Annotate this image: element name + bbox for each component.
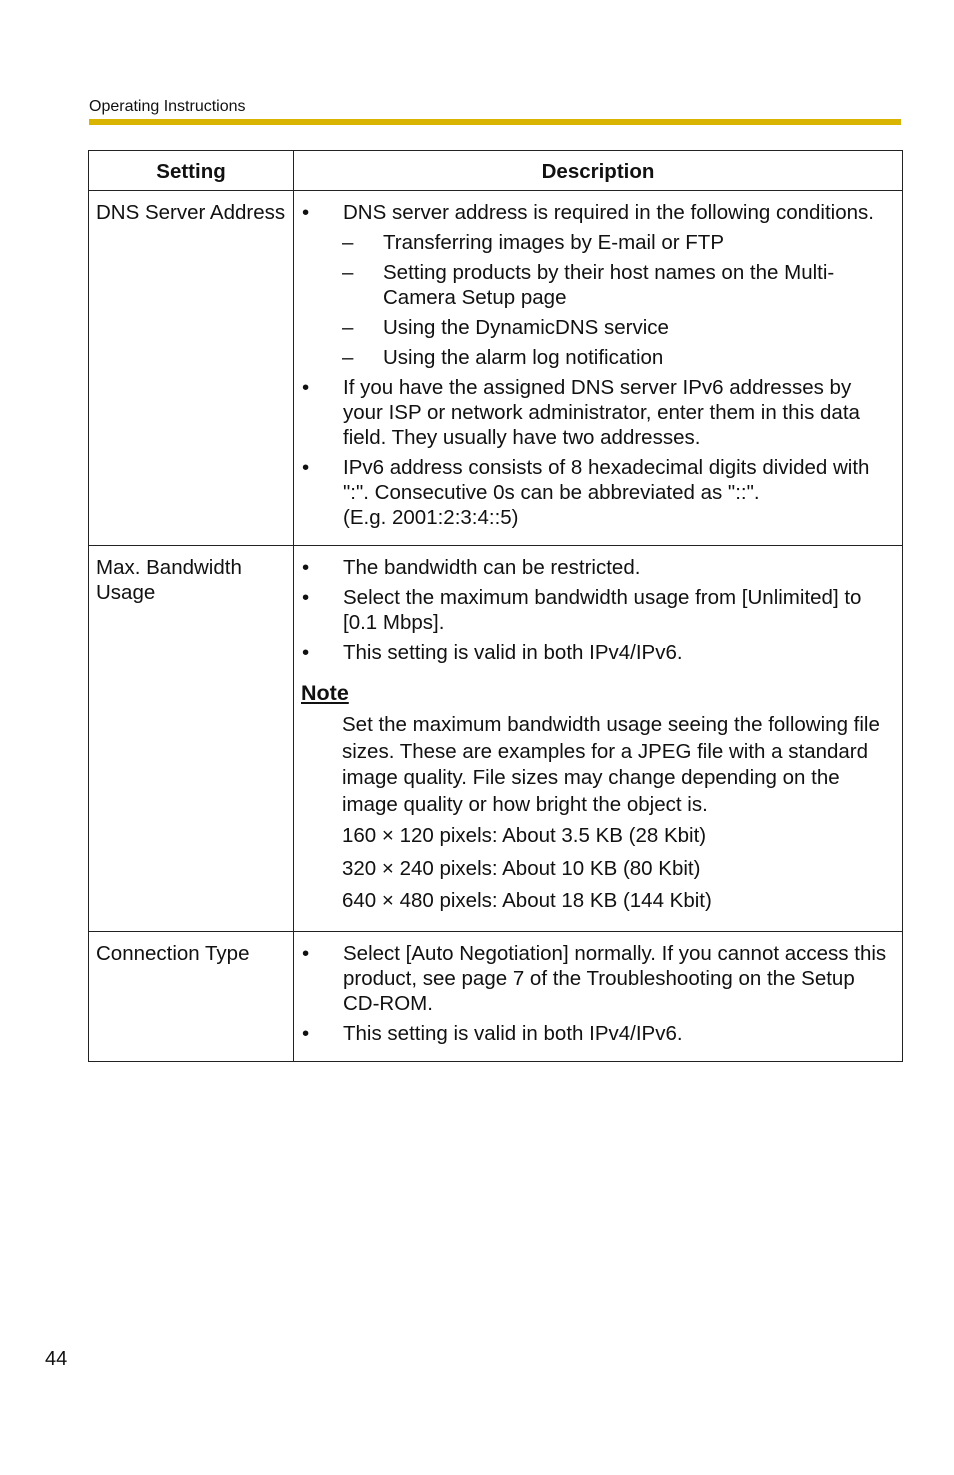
bullet-item <box>301 585 896 635</box>
bullet-marker: • <box>302 941 310 965</box>
bullet-text: IPv6 address consists of 8 hexadecimal digits divided with ":". Consecutive 0s can be abbreviated as "::". <box>343 456 870 504</box>
file-size-example: 640 × 480 pixels: About 18 KB (144 Kbit) <box>342 889 712 912</box>
bullet-marker: • <box>302 456 310 479</box>
dash-marker: – <box>342 231 354 254</box>
settings-table <box>88 150 903 1062</box>
setting-name: Max. Bandwidth Usage <box>89 546 294 932</box>
dash-text: Transferring images by E-mail or FTP <box>383 231 724 254</box>
note-heading: Note <box>301 681 349 705</box>
setting-name: Connection Type <box>89 931 294 1061</box>
note-body <box>301 712 896 915</box>
bullet-item <box>301 200 896 225</box>
setting-description <box>294 546 903 932</box>
bullet-marker: • <box>302 1021 310 1045</box>
example-text: (E.g. 2001:2:3:4::5) <box>343 506 519 529</box>
bullet-text-block <box>343 455 896 530</box>
bullet-marker: • <box>302 201 310 224</box>
bullet-text: The bandwidth can be restricted. <box>343 556 641 579</box>
bullet-marker: • <box>302 556 310 579</box>
bullet-text: DNS server address is required in the following conditions. <box>343 201 874 224</box>
dash-marker: – <box>342 316 354 339</box>
dash-item <box>342 260 896 310</box>
file-size-example: 320 × 240 pixels: About 10 KB (80 Kbit) <box>342 856 701 880</box>
column-header-description: Description <box>294 151 903 191</box>
note-text: Set the maximum bandwidth usage seeing the following file sizes. These are examples for a JPEG file with a standard image quality. File sizes may change depending on the image quality or how bright the object is. <box>342 713 880 816</box>
bullet-marker: • <box>302 586 310 609</box>
column-header-setting: Setting <box>89 151 294 191</box>
bullet-marker: • <box>302 376 310 399</box>
bullet-text: Select [Auto Negotiation] normally. If you cannot access this product, see page 7 of the Troubleshooting on the Setup CD-ROM. <box>343 941 887 1015</box>
table-row <box>89 931 903 1061</box>
bullet-text: If you have the assigned DNS server IPv6 addresses by your ISP or network administrator, enter them in this data field. They usually have two addresses. <box>343 376 860 449</box>
file-size-example: 160 × 120 pixels: About 3.5 KB (28 Kbit) <box>342 824 707 847</box>
dash-text: Setting products by their host names on the Multi-Camera Setup page <box>383 261 835 309</box>
dash-item <box>342 230 896 255</box>
bullet-text: This setting is valid in both IPv4/IPv6. <box>343 1021 683 1045</box>
setting-name: DNS Server Address <box>89 191 294 546</box>
dash-item <box>342 315 896 340</box>
dash-marker: – <box>342 346 354 369</box>
header-rule <box>89 119 901 125</box>
table-row <box>89 191 903 546</box>
setting-description <box>294 931 903 1061</box>
dash-text: Using the DynamicDNS service <box>383 316 669 339</box>
bullet-item <box>301 375 896 450</box>
table-row <box>89 546 903 932</box>
bullet-marker: • <box>302 641 310 664</box>
bullet-item <box>301 1021 896 1046</box>
page-number: 44 <box>45 1348 68 1370</box>
bullet-item <box>301 941 896 1016</box>
bullet-text: This setting is valid in both IPv4/IPv6. <box>343 641 683 664</box>
bullet-text: Select the maximum bandwidth usage from [Unlimited] to [0.1 Mbps]. <box>343 586 862 634</box>
table-header-row <box>89 151 903 191</box>
dash-text: Using the alarm log notification <box>383 346 664 369</box>
dash-marker: – <box>342 261 354 284</box>
bullet-item <box>301 640 896 665</box>
setting-description <box>294 191 903 546</box>
running-header: Operating Instructions <box>89 98 246 115</box>
dash-item <box>342 345 896 370</box>
bullet-item <box>301 555 896 580</box>
bullet-item <box>301 455 896 530</box>
